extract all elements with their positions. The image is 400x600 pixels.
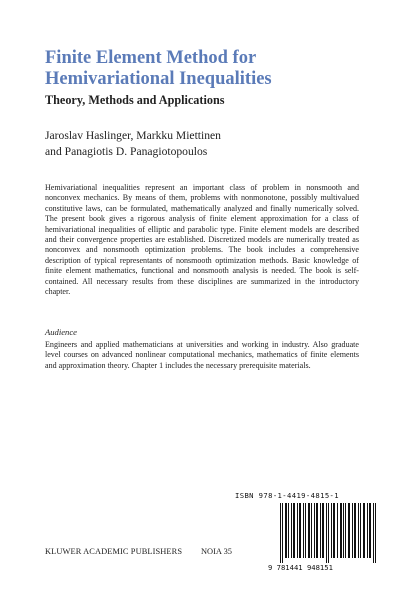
authors-line-2: and Panagiotis D. Panagiotopoulos — [45, 145, 208, 158]
book-description: Hemivariational inequalities represent an important class of problem in nonsmooth and nonconvex mechanics. By means of them, problems with nonmonotone, possibly multivalued constitutive laws, can be formulated, mathematically analyzed and finally numerically solved. The present book gives a rigorous analysis of finite element approximation for a class of hemivariational inequalities of elliptic and parabolic type. Finite element models are described and their convergence properties are established. Discretized models are numerically treated as nonconvex and nonsmooth optimization problems. The book includes a comprehensive description of typical representants of nonsmooth optimization methods. Basic knowledge of finite element mathematics, functional and nonsmooth analysis is needed. The book is self-contained. All necessary results from these disciplines are summarized in the introductory chapter. — [45, 183, 359, 297]
audience-text: Engineers and applied mathematicians at universities and working in industry. Also graduate level courses on advanced nonlinear computational mechanics, mathematics of finite elements and approximation theory. Chapter 1 includes the necessary prerequisite materials. — [45, 340, 359, 370]
authors-block — [45, 128, 375, 160]
audience-heading: Audience — [45, 327, 77, 337]
barcode — [280, 503, 380, 563]
book-subtitle: Theory, Methods and Applications — [45, 93, 225, 107]
isbn-label: ISBN 978-1-4419-4815-1 — [235, 491, 339, 500]
book-title: Finite Element Method for Hemivariational Inequalities — [45, 48, 272, 89]
barcode-digits: 9 781441 948151 — [268, 563, 333, 572]
authors-line-1: Jaroslav Haslinger, Markku Miettinen — [45, 129, 221, 142]
publisher-name: KLUWER ACADEMIC PUBLISHERS — [45, 547, 183, 556]
series-label: NOIA 35 — [201, 547, 232, 556]
